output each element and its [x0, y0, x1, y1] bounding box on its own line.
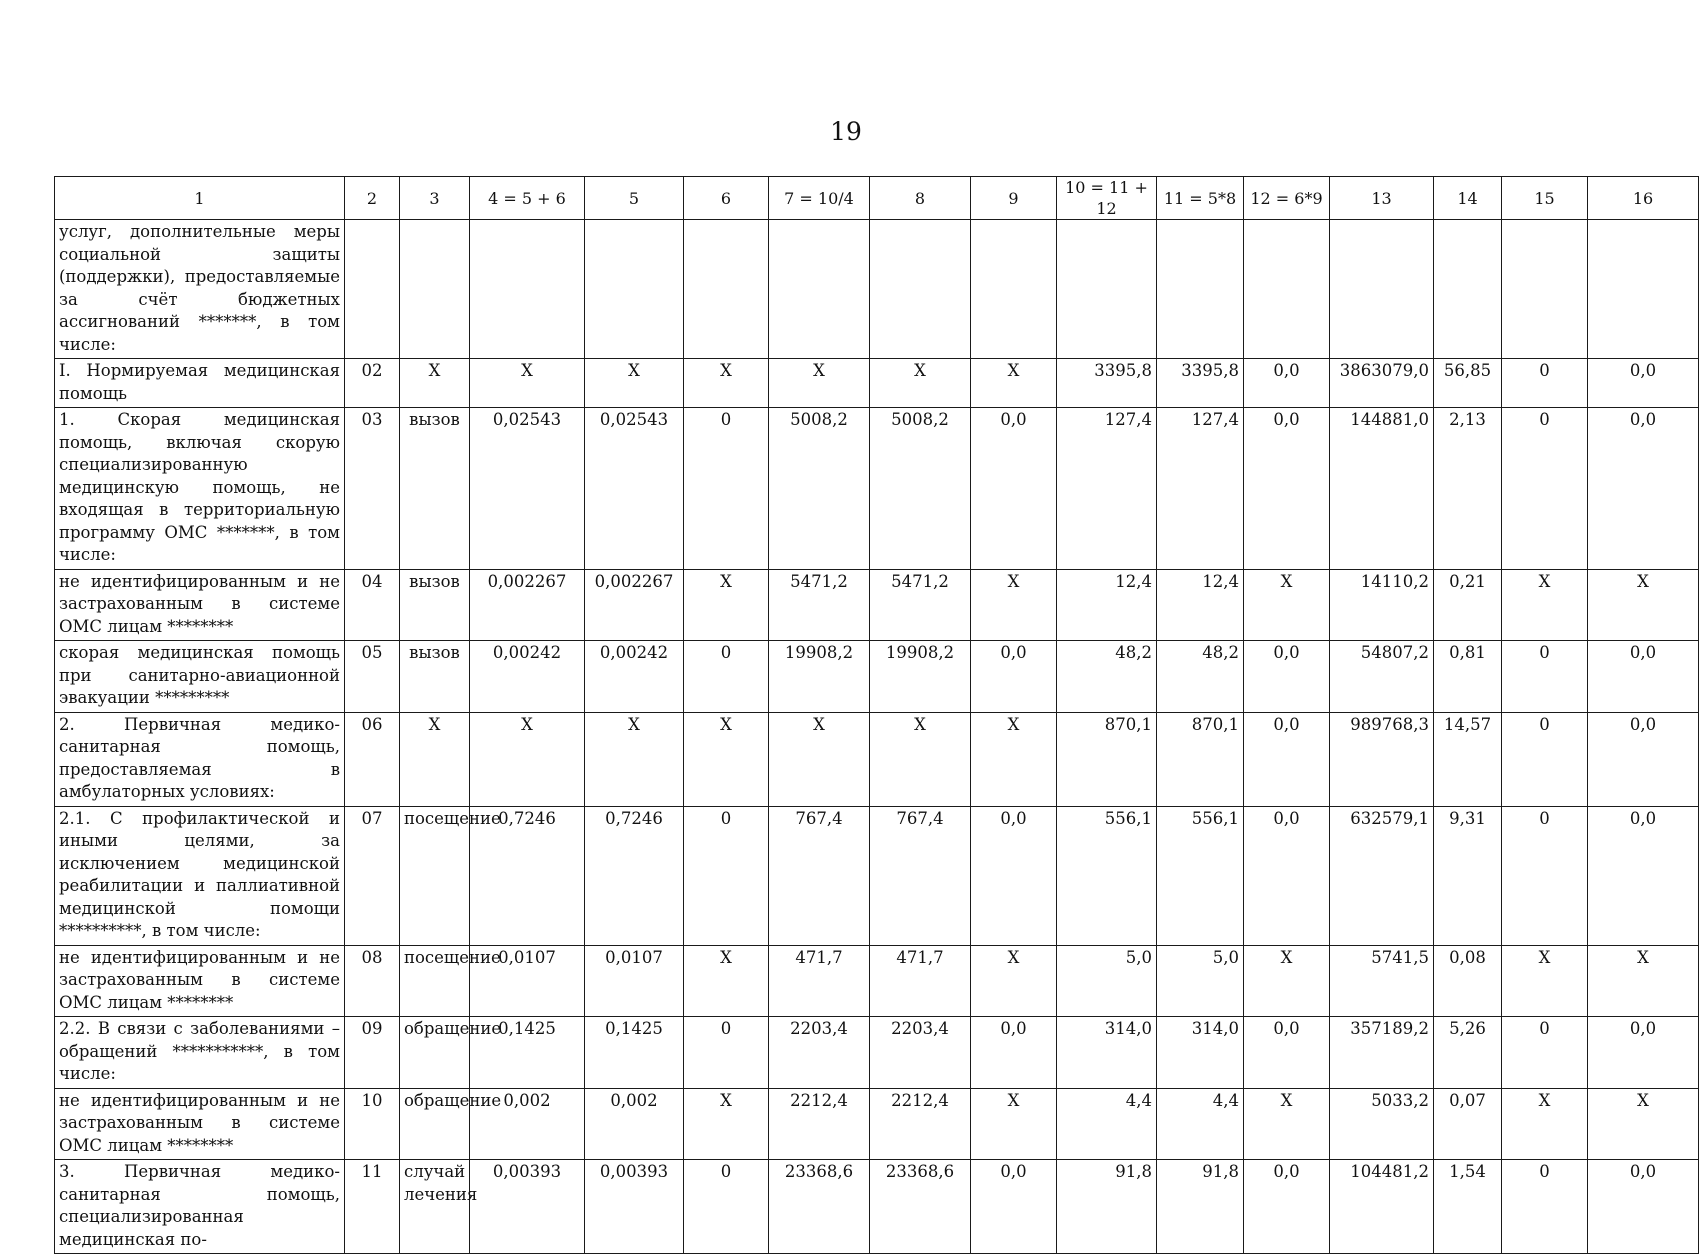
table-row [55, 408, 1699, 570]
unit-cell: обращение [400, 1017, 470, 1089]
table-cell: 0,0 [1588, 1017, 1699, 1089]
table-cell: 0,0 [1244, 1017, 1330, 1089]
header-cell: 10 = 11 + 12 [1057, 177, 1157, 220]
table-cell: Х [971, 945, 1057, 1017]
row-label: I. Нормируемая медицинская помощь [55, 359, 345, 408]
row-code: 02 [345, 359, 400, 408]
table-cell: 5,0 [1057, 945, 1157, 1017]
header-cell: 2 [345, 177, 400, 220]
table-cell: 5,0 [1157, 945, 1244, 1017]
table-cell: 5008,2 [870, 408, 971, 570]
table-cell: Х [1244, 945, 1330, 1017]
header-cell: 14 [1434, 177, 1502, 220]
table-cell: 19908,2 [769, 641, 870, 713]
table-cell: 5033,2 [1330, 1088, 1434, 1160]
table-cell: Х [769, 712, 870, 806]
table-cell: 12,4 [1157, 569, 1244, 641]
header-cell: 6 [684, 177, 769, 220]
table-cell: 0 [1502, 712, 1588, 806]
table-cell: 2203,4 [870, 1017, 971, 1089]
table-cell: 0,0 [1588, 1160, 1699, 1254]
table-cell: 2203,4 [769, 1017, 870, 1089]
table-cell: 556,1 [1157, 806, 1244, 945]
table-cell: 56,85 [1434, 359, 1502, 408]
table-row [55, 569, 1699, 641]
table-cell [470, 220, 585, 359]
header-cell: 9 [971, 177, 1057, 220]
table-row [55, 1160, 1699, 1254]
table-cell: 48,2 [1157, 641, 1244, 713]
row-code [345, 220, 400, 359]
table-cell: 0,02543 [585, 408, 684, 570]
table-cell: 0,1425 [585, 1017, 684, 1089]
table-cell: 5741,5 [1330, 945, 1434, 1017]
table-cell: 357189,2 [1330, 1017, 1434, 1089]
table-header [55, 177, 1699, 220]
unit-cell: случай лечения [400, 1160, 470, 1254]
row-code: 11 [345, 1160, 400, 1254]
table-cell: 0 [1502, 359, 1588, 408]
table-cell: Х [684, 569, 769, 641]
table-cell: Х [470, 712, 585, 806]
page-number: 19 [830, 117, 862, 146]
row-label: не идентифицированным и не застрахованным в системе ОМС лицам ******** [55, 569, 345, 641]
table-cell: 0 [1502, 1160, 1588, 1254]
table-cell: 3863079,0 [1330, 359, 1434, 408]
row-label: 2. Первичная медико-санитарная помощь, предоставляемая в амбулаторных условиях: [55, 712, 345, 806]
table-cell: 767,4 [870, 806, 971, 945]
table-cell: 870,1 [1057, 712, 1157, 806]
table-cell: Х [971, 1088, 1057, 1160]
header-cell: 8 [870, 177, 971, 220]
table-cell: 0 [684, 1017, 769, 1089]
table-cell: 2212,4 [769, 1088, 870, 1160]
row-label: не идентифицированным и не застрахованным в системе ОМС лицам ******** [55, 945, 345, 1017]
table-cell: 0,0 [1244, 641, 1330, 713]
table-cell: 19908,2 [870, 641, 971, 713]
table-cell: 104481,2 [1330, 1160, 1434, 1254]
table-cell: 23368,6 [870, 1160, 971, 1254]
table-cell: 0,00393 [470, 1160, 585, 1254]
row-code: 07 [345, 806, 400, 945]
table-body [55, 220, 1699, 1254]
table-cell: 5,26 [1434, 1017, 1502, 1089]
table-cell [1157, 220, 1244, 359]
table-cell: 0 [1502, 806, 1588, 945]
table-cell: Х [870, 712, 971, 806]
table-cell: 48,2 [1057, 641, 1157, 713]
unit-cell: посещение [400, 806, 470, 945]
table-cell: 144881,0 [1330, 408, 1434, 570]
unit-cell [400, 220, 470, 359]
table-cell: 0,0 [971, 1017, 1057, 1089]
table-cell: 0,002 [585, 1088, 684, 1160]
unit-cell: вызов [400, 408, 470, 570]
table-cell: 127,4 [1057, 408, 1157, 570]
table-cell: 0,08 [1434, 945, 1502, 1017]
row-code: 04 [345, 569, 400, 641]
table-cell: Х [971, 712, 1057, 806]
table-row [55, 220, 1699, 359]
unit-cell: обращение [400, 1088, 470, 1160]
table-cell: 0,0 [1244, 806, 1330, 945]
table-cell: Х [1244, 569, 1330, 641]
table-cell: 5471,2 [769, 569, 870, 641]
table-cell: 0 [684, 408, 769, 570]
table-cell: 0,0107 [470, 945, 585, 1017]
table-cell: 12,4 [1057, 569, 1157, 641]
table-cell: Х [585, 359, 684, 408]
row-label: 1. Скорая медицинская помощь, включая скорую специализированную медицинскую помощь, не входящая в территориальную программу ОМС *******, в том числе: [55, 408, 345, 570]
table-cell: Х [971, 359, 1057, 408]
table-cell: 767,4 [769, 806, 870, 945]
header-cell: 13 [1330, 177, 1434, 220]
table-cell: 1,54 [1434, 1160, 1502, 1254]
table-cell: 4,4 [1057, 1088, 1157, 1160]
header-cell: 5 [585, 177, 684, 220]
table-cell: Х [1502, 569, 1588, 641]
table-cell: 5008,2 [769, 408, 870, 570]
table-cell: 0,81 [1434, 641, 1502, 713]
budget-table [54, 176, 1699, 1254]
table-cell: 0 [684, 1160, 769, 1254]
table-row [55, 1088, 1699, 1160]
table-cell: 0,7246 [585, 806, 684, 945]
table-cell: 0 [1502, 1017, 1588, 1089]
table-cell: 0,0 [971, 408, 1057, 570]
table-cell: Х [1244, 1088, 1330, 1160]
table-cell: 0,0 [1588, 712, 1699, 806]
table-cell [1434, 220, 1502, 359]
header-cell: 4 = 5 + 6 [470, 177, 585, 220]
table-cell: 989768,3 [1330, 712, 1434, 806]
header-cell: 3 [400, 177, 470, 220]
table-cell: 0,0 [1588, 806, 1699, 945]
table-cell: Х [684, 359, 769, 408]
table-cell: 0,0 [1244, 408, 1330, 570]
table-cell: Х [971, 569, 1057, 641]
table-cell: 14,57 [1434, 712, 1502, 806]
table-cell: Х [1502, 945, 1588, 1017]
table-cell: 54807,2 [1330, 641, 1434, 713]
table-cell: 0,0107 [585, 945, 684, 1017]
table-cell: Х [684, 1088, 769, 1160]
table-cell [1244, 220, 1330, 359]
table-cell [1588, 220, 1699, 359]
table-cell [585, 220, 684, 359]
row-label: 2.1. С профилактической и иными целями, за исключением медицинской реабилитации и паллиативной медицинской помощи **********, в том числе: [55, 806, 345, 945]
table-cell: 0,07 [1434, 1088, 1502, 1160]
row-code: 09 [345, 1017, 400, 1089]
table-cell: 23368,6 [769, 1160, 870, 1254]
table-cell: 2,13 [1434, 408, 1502, 570]
row-code: 05 [345, 641, 400, 713]
table-cell: 0,00393 [585, 1160, 684, 1254]
table-cell: 3395,8 [1157, 359, 1244, 408]
table-cell: 632579,1 [1330, 806, 1434, 945]
table-cell [1057, 220, 1157, 359]
table-cell: 0,0 [1244, 712, 1330, 806]
table-row [55, 641, 1699, 713]
header-cell: 1 [55, 177, 345, 220]
table-cell: 0 [1502, 641, 1588, 713]
table-cell: 0 [684, 641, 769, 713]
table-cell: 0,21 [1434, 569, 1502, 641]
table-cell: 5471,2 [870, 569, 971, 641]
table-cell: 91,8 [1157, 1160, 1244, 1254]
table-cell: 4,4 [1157, 1088, 1244, 1160]
table-cell: 471,7 [870, 945, 971, 1017]
header-row [55, 177, 1699, 220]
unit-cell: Х [400, 712, 470, 806]
table-cell: 14110,2 [1330, 569, 1434, 641]
table-cell: 127,4 [1157, 408, 1244, 570]
unit-cell: Х [400, 359, 470, 408]
table-row [55, 712, 1699, 806]
table-cell: 0,0 [1244, 1160, 1330, 1254]
table-cell: 0 [684, 806, 769, 945]
row-code: 08 [345, 945, 400, 1017]
header-cell: 11 = 5*8 [1157, 177, 1244, 220]
row-code: 06 [345, 712, 400, 806]
table-cell [769, 220, 870, 359]
row-label: услуг, дополнительные меры социальной защиты (поддержки), предоставляемые за счёт бюджетных ассигнований *******, в том числе: [55, 220, 345, 359]
table-cell: Х [1588, 945, 1699, 1017]
header-cell: 7 = 10/4 [769, 177, 870, 220]
row-label: 3. Первичная медико-санитарная помощь, специализированная медицинская по- [55, 1160, 345, 1254]
table-cell: 0,0 [1588, 408, 1699, 570]
table-cell: 0,0 [971, 1160, 1057, 1254]
table-cell: 0,0 [1588, 359, 1699, 408]
table-cell: 3395,8 [1057, 359, 1157, 408]
table-row [55, 945, 1699, 1017]
table-row [55, 359, 1699, 408]
table-cell: 314,0 [1157, 1017, 1244, 1089]
table-cell: 0,002267 [470, 569, 585, 641]
table-cell [971, 220, 1057, 359]
table-cell: 0,0 [1244, 359, 1330, 408]
header-cell: 15 [1502, 177, 1588, 220]
table-cell: 0,0 [1588, 641, 1699, 713]
table-cell: 556,1 [1057, 806, 1157, 945]
table-cell [684, 220, 769, 359]
table-cell: 870,1 [1157, 712, 1244, 806]
table-cell: 0,00242 [470, 641, 585, 713]
table-cell: 0,00242 [585, 641, 684, 713]
table-cell: Х [1502, 1088, 1588, 1160]
table-cell: 0 [1502, 408, 1588, 570]
table-cell: 0,7246 [470, 806, 585, 945]
table-cell: Х [470, 359, 585, 408]
header-cell: 16 [1588, 177, 1699, 220]
table-cell: Х [684, 712, 769, 806]
row-label: 2.2. В связи с заболеваниями – обращений ***********, в том числе: [55, 1017, 345, 1089]
table-cell: 314,0 [1057, 1017, 1157, 1089]
table-cell: 471,7 [769, 945, 870, 1017]
unit-cell: посещение [400, 945, 470, 1017]
table-cell: 0,1425 [470, 1017, 585, 1089]
table-cell: Х [1588, 1088, 1699, 1160]
row-label: скорая медицинская помощь при санитарно-авиационной эвакуации ********* [55, 641, 345, 713]
table-cell: 0,0 [971, 806, 1057, 945]
table-cell [870, 220, 971, 359]
header-cell: 12 = 6*9 [1244, 177, 1330, 220]
row-label: не идентифицированным и не застрахованным в системе ОМС лицам ******** [55, 1088, 345, 1160]
row-code: 03 [345, 408, 400, 570]
table-row [55, 806, 1699, 945]
table-cell: 0,002 [470, 1088, 585, 1160]
table-cell: 0,002267 [585, 569, 684, 641]
table-cell: 0,02543 [470, 408, 585, 570]
table-cell: 91,8 [1057, 1160, 1157, 1254]
table-cell: 0,0 [971, 641, 1057, 713]
table-cell: Х [684, 945, 769, 1017]
table-cell: Х [870, 359, 971, 408]
table-cell [1330, 220, 1434, 359]
table-cell: 9,31 [1434, 806, 1502, 945]
table-cell [1502, 220, 1588, 359]
table-cell: Х [585, 712, 684, 806]
table-cell: Х [769, 359, 870, 408]
row-code: 10 [345, 1088, 400, 1160]
table-cell: Х [1588, 569, 1699, 641]
table-row [55, 1017, 1699, 1089]
unit-cell: вызов [400, 641, 470, 713]
unit-cell: вызов [400, 569, 470, 641]
table-cell: 2212,4 [870, 1088, 971, 1160]
